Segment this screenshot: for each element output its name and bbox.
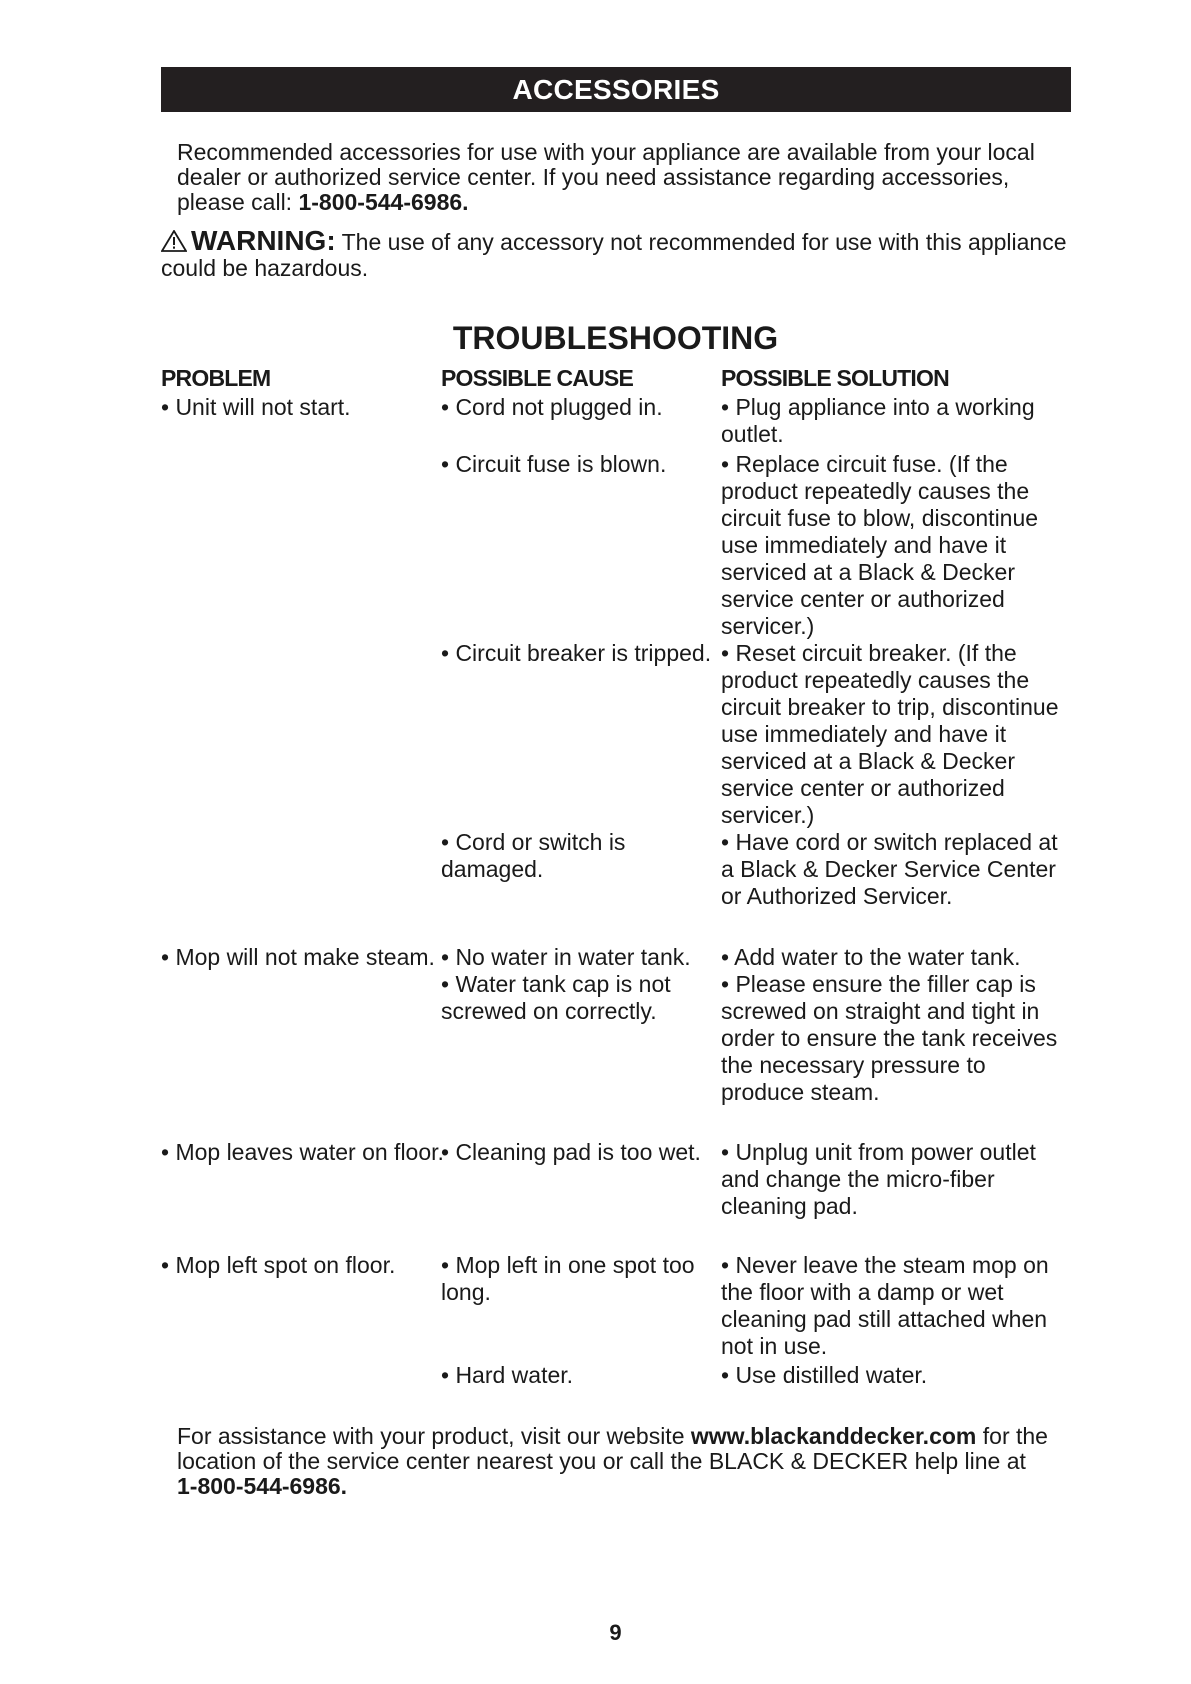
- problem-cell: • Unit will not start.: [161, 394, 351, 420]
- cause-header: POSSIBLE CAUSE: [441, 365, 634, 391]
- solution-cell: • Unplug unit from power outlet and change the micro-fiber cleaning pad.: [721, 1139, 1036, 1219]
- problem-cell: • Mop leaves water on floor.: [161, 1139, 444, 1165]
- solution-cell: • Add water to the water tank.: [721, 944, 1021, 970]
- problem-cell: • Mop will not make steam.: [161, 944, 435, 970]
- cause-cell: • Cord or switch is damaged.: [441, 829, 626, 882]
- assistance-footer: [177, 1424, 1077, 1499]
- cause-cell: • No water in water tank.: [441, 944, 691, 970]
- solution-cell: • Never leave the steam mop on the floor with a damp or wet cleaning pad still attached when not in use.: [721, 1252, 1049, 1359]
- warning-triangle-icon: [161, 230, 187, 252]
- website-link: www.blackanddecker.com: [690, 1423, 977, 1449]
- solution-cell: • Replace circuit fuse. (If the product repeatedly causes the circuit fuse to blow, discontinue use immediately and have it serviced at a Black & Decker service center or authorized servicer.): [721, 451, 1039, 639]
- footer-text-before: For assistance with your product, visit our website: [177, 1423, 691, 1449]
- accessories-intro-text: Recommended accessories for use with your appliance are available from your local dealer or authorized service center. If you need assistance regarding accessories, please call:: [177, 139, 1035, 215]
- footer-text-after: for the location of the service center nearest you or call the BLACK & DECKER help line at: [177, 1423, 1048, 1474]
- troubleshooting-title: TROUBLESHOOTING: [452, 320, 779, 356]
- solution-cell: • Please ensure the filler cap is screwed on straight and tight in order to ensure the tank receives the necessary pressure to produce steam.: [721, 971, 1058, 1105]
- warning-text: The use of any accessory not recommended for use with this appliance could be hazardous.: [161, 229, 1067, 281]
- problem-header: PROBLEM: [161, 365, 271, 391]
- solution-cell: • Plug appliance into a working outlet.: [721, 394, 1035, 447]
- solution-cell: • Reset circuit breaker. (If the product repeatedly causes the circuit breaker to trip, discontinue use immediately and have it serviced at a Black & Decker service center or authorized servicer.): [721, 640, 1059, 828]
- cause-cell: • Circuit breaker is tripped.: [441, 640, 712, 666]
- cause-cell: • Cord not plugged in.: [441, 394, 663, 420]
- footer-phone: 1-800-544-6986.: [177, 1473, 348, 1499]
- cause-cell: • Water tank cap is not screwed on correctly.: [441, 971, 671, 1024]
- problem-cell: • Mop left spot on floor.: [161, 1252, 396, 1278]
- accessories-phone: 1-800-544-6986.: [298, 189, 469, 215]
- cause-cell: • Mop left in one spot too long.: [441, 1252, 695, 1305]
- accessories-intro: [177, 140, 1077, 215]
- accessories-title: ACCESSORIES: [161, 67, 1071, 112]
- cause-cell: • Circuit fuse is blown.: [441, 451, 667, 477]
- cause-cell: • Cleaning pad is too wet.: [441, 1139, 701, 1165]
- page-number: 9: [609, 1620, 622, 1645]
- warning-block: [161, 225, 1071, 281]
- cause-cell: • Hard water.: [441, 1362, 574, 1388]
- warning-label: WARNING:: [191, 225, 336, 256]
- solution-cell: • Use distilled water.: [721, 1362, 928, 1388]
- solution-cell: • Have cord or switch replaced at a Black & Decker Service Center or Authorized Servicer.: [721, 829, 1058, 909]
- solution-header: POSSIBLE SOLUTION: [721, 365, 949, 391]
